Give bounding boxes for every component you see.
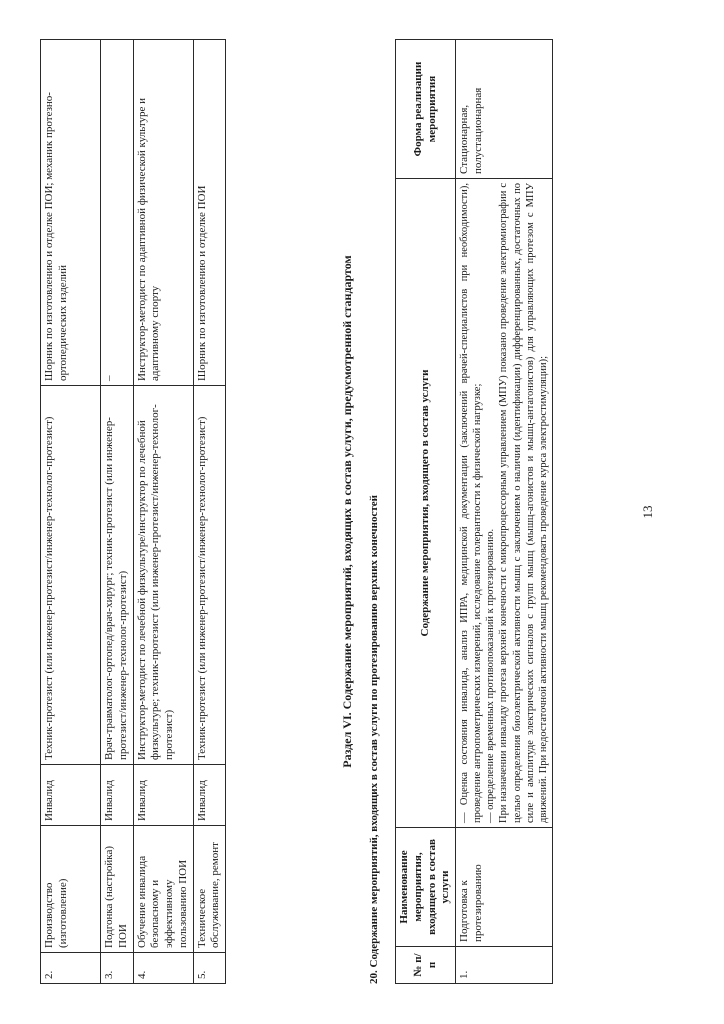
stage-name: Производство (изготовление) [41,826,101,953]
measure-name: Подготовка к протезированию [456,828,553,947]
recipient: Инвалид [101,765,134,826]
recipient: Инвалид [133,765,193,826]
header-content: Содержание мероприятия, входящего в состав услуги [396,179,456,828]
subsection-title: 20. Содержание мероприятий, входящих в состав услуги по протезированию верхних конечностей [368,495,380,984]
measures-table [395,39,553,984]
table-header-row [396,40,456,984]
staff: – [101,40,134,386]
staff: Шорник по изготовлению и отделке ПОИ; механик протезно-ортопедических изделий [41,40,101,386]
content-line: При назначении инвалиду протеза верхней конечности с микропроцессорным управлением (МПУ) показано проведение электромиографии с целью определения биоэлектрической активности мышц с заключением о наличии (идентификации) дифференцированных, достаточных по силе и амплитуде электрических сигналов с групп мышц (мышц-агонистов и мышц-антагонистов) для управляющих протезом с МПУ движений. При недостаточной активности мышц рекомендовать проведение курса электростимуляции); [498,183,549,823]
staff: Инструктор-методист по адаптивной физической культуре и адаптивному спорту [133,40,193,386]
staff-table [40,39,226,984]
table-row [456,40,553,984]
row-number: 1. [456,947,553,984]
row-number: 5. [193,953,226,984]
specialists: Техник-протезист (или инженер-протезист/инженер-технолог-протезист) [193,386,226,765]
section-title: Раздел VI. Содержание мероприятий, входящих в состав услуги, предусмотренной стандартом [340,255,354,768]
recipient: Инвалид [193,765,226,826]
header-name: Наименование мероприятия, входящего в состав услуги [396,828,456,947]
specialists: Инструктор-методист по лечебной физкультуре/инструктор по лечебной физкультуре; техник-протезист (или инженер-протезист/инженер-технолог-протезист) [133,386,193,765]
stage-name: Обучение инвалида безопасному и эффективному пользованию ПОИ [133,826,193,953]
measure-content [456,179,553,828]
stage-name: Подгонка (настройка) ПОИ [101,826,134,953]
specialists: Техник-протезист (или инженер-протезист/инженер-технолог-протезист) [41,386,101,765]
specialists: Врач-травматолог-ортопед/врач-хирург; техник-протезист (или инженер-протезист/инженер-технолог-протезист) [101,386,134,765]
table-row [41,40,101,984]
table-row [133,40,193,984]
table-row [193,40,226,984]
row-number: 3. [101,953,134,984]
header-num: № п/п [396,947,456,984]
measure-form: Стационарная, полустационарная [456,40,553,179]
table-row [101,40,134,984]
stage-name: Техническое обслуживание, ремонт [193,826,226,953]
page-number: 13 [640,505,655,519]
row-number: 4. [133,953,193,984]
recipient: Инвалид [41,765,101,826]
content-line: — Оценка состояния инвалида, анализ ИПРА, медицинской документации (заключений врачей-специалистов при необходимости), проведение антропометрических измерений, исследование толерантности к физической нагрузке; [459,183,484,823]
content-line: — определение временных противопоказаний к протезированию. [485,528,497,823]
header-form: Форма реализации мероприятия [396,40,456,179]
staff: Шорник по изготовлению и отделке ПОИ [193,40,226,386]
row-number: 2. [41,953,101,984]
